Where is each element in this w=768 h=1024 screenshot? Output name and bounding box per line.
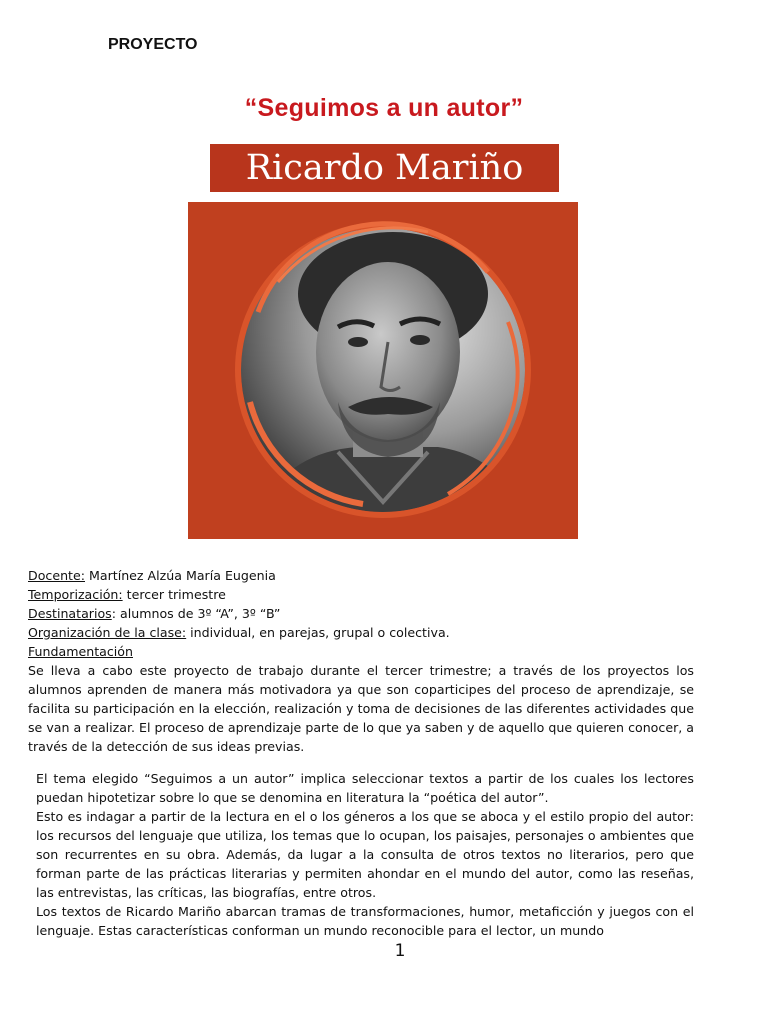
- author-portrait-illustration: [188, 202, 578, 539]
- fundamentacion-label: Fundamentación: [28, 644, 133, 659]
- destinatarios-value: : alumnos de 3º “A”, 3º “B”: [111, 606, 281, 621]
- fundamentacion-heading-row: [28, 642, 694, 661]
- temporizacion-value: tercer trimestre: [122, 587, 226, 602]
- temporizacion-row: [28, 585, 694, 604]
- body-paragraph-1: El tema elegido “Seguimos a un autor” implica seleccionar textos a partir de los cuales los lectores puedan hipotetizar sobre lo que se denomina en literatura la “poética del autor”.: [36, 771, 694, 805]
- organizacion-label: Organización de la clase:: [28, 625, 187, 640]
- destinatarios-label: Destinatarios: [28, 606, 112, 621]
- docente-value: Martínez Alzúa María Eugenia: [85, 568, 276, 583]
- document-label: PROYECTO: [108, 36, 198, 53]
- project-title: “Seguimos a un autor”: [244, 94, 524, 122]
- docente-row: [28, 566, 694, 585]
- body-paragraph-2: Esto es indagar a partir de la lectura en el o los géneros a los que se aboca y el estilo propio del autor: los recursos del lenguaje que utiliza, los temas que lo ocupan, los paisajes, personajes o ambientes que son recurrentes en su obra. Además, da lugar a la consulta de otros textos no literarios, pero que forman parte de las prácticas literarias y permiten ahondar en el mundo del autor, como las reseñas, las entrevistas, las críticas, las biografías, entre otros.: [36, 809, 694, 900]
- author-name-banner: [210, 144, 559, 192]
- body-paragraph-3: Los textos de Ricardo Mariño abarcan tramas de transformaciones, humor, metaficción y juegos con el lenguaje. Estas características conforman un mundo reconocible para el lector, un mundo: [36, 904, 694, 938]
- project-info: [28, 566, 694, 756]
- temporizacion-label: Temporización:: [28, 587, 123, 602]
- page-number: 1: [394, 941, 406, 961]
- docente-label: Docente:: [28, 568, 85, 583]
- body-section: [36, 769, 694, 940]
- organizacion-value: individual, en parejas, grupal o colectiva.: [186, 625, 450, 640]
- fundamentacion-paragraph: Se lleva a cabo este proyecto de trabajo durante el tercer trimestre; a través de los proyectos los alumnos aprenden de manera más motivadora ya que son coparticipes del proceso de aprendizaje, se facilita su participación en la elección, realización y toma de decisiones de las diferentes actividades que se van a realizar. El proceso de aprendizaje parte de lo que ya saben y de aquello que quieren conocer, a través de la detección de sus ideas previas.: [28, 663, 694, 754]
- destinatarios-row: [28, 604, 694, 623]
- author-portrait: [188, 202, 578, 539]
- organizacion-row: [28, 623, 694, 642]
- author-name: Ricardo Mariño: [245, 148, 524, 188]
